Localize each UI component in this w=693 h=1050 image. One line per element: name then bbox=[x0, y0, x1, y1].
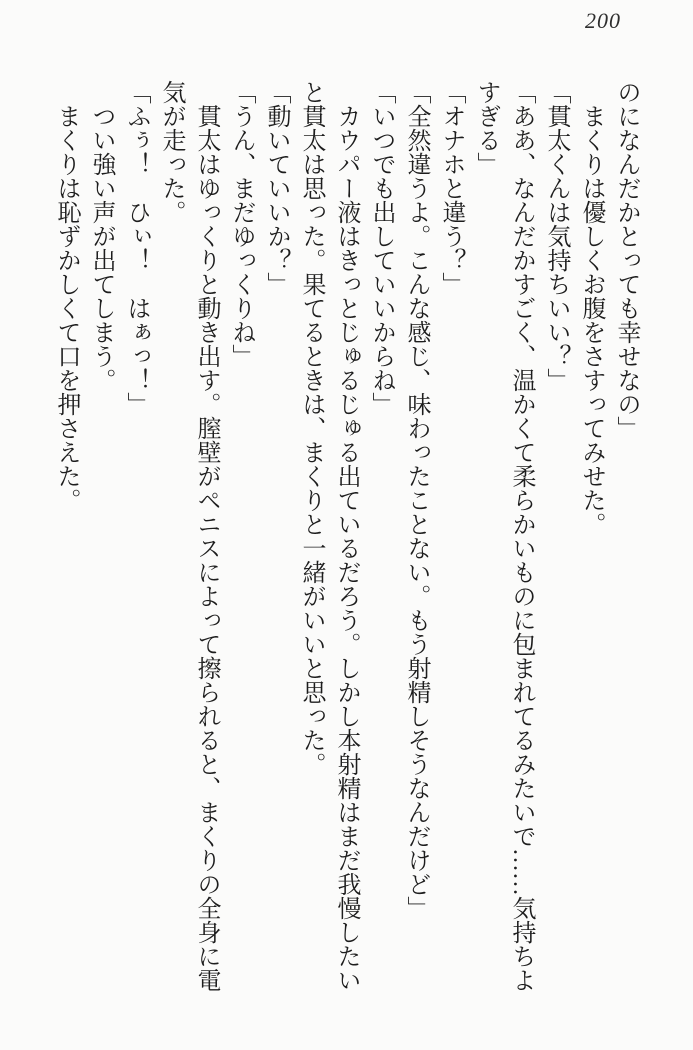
text-columns bbox=[48, 80, 643, 1010]
paragraph: 「うん、まだゆっくりね」 bbox=[228, 80, 254, 368]
paragraph: 「貫太くんは気持ちいい？」 bbox=[543, 80, 569, 392]
paragraph: 貫太はゆっくりと動き出す。膣壁がペニスによって擦られると、まくりの全身に電気が走った。 bbox=[158, 80, 219, 992]
paragraph: 「全然違うよ。こんな感じ、味わったことない。もう射精しそうなんだけど」 bbox=[403, 80, 429, 920]
page-number: 200 bbox=[585, 8, 621, 33]
paragraph: まくりは恥ずかしくて口を押さえた。 bbox=[53, 104, 79, 512]
paragraph: カウパー液はきっとじゅるじゅる出ているだろう。しかし本射精はまだ我慢したいと貫太は思った。果てるときは、まくりと一緒がいいと思った。 bbox=[298, 80, 359, 992]
paragraph: 「ああ、なんだかすごく、温かくて柔らかいものに包まれてるみたいで……気持ちよすぎる」 bbox=[473, 80, 534, 992]
paragraph: つい強い声が出てしまう。 bbox=[88, 104, 114, 392]
paragraph: 「動いていいか？」 bbox=[263, 80, 289, 296]
paragraph: 「オナホと違う？」 bbox=[438, 80, 464, 296]
paragraph: 「いつでも出していいからね」 bbox=[368, 80, 394, 416]
paragraph: のになんだかとっても幸せなの」 bbox=[613, 80, 639, 440]
paragraph: まくりは優しくお腹をさすってみせた。 bbox=[578, 104, 604, 536]
paragraph: 「ふぅ！ ひぃ！ はぁっ！」 bbox=[123, 80, 149, 416]
